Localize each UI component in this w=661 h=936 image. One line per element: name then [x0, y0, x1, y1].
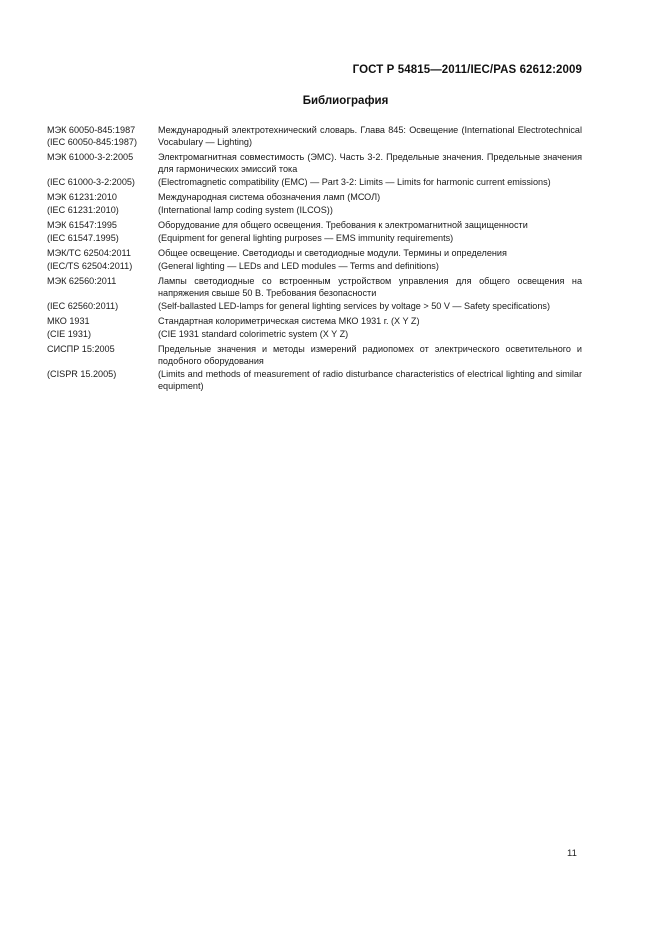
bibliography-entry-en: [47, 176, 582, 188]
bibliography-entry-en: [47, 260, 582, 272]
reference-description: Электромагнитная совместимость (ЭМС). Часть 3-2. Предельные значения. Предельные значения для гармонических эмиссий тока: [158, 152, 582, 174]
bibliography-entry-en: [47, 204, 582, 216]
bibliography-entry: [47, 343, 582, 367]
bibliography-entry: [47, 315, 582, 327]
reference-description-en: (International lamp coding system (ILCOS)): [158, 205, 333, 215]
bibliography-entry: [47, 275, 582, 299]
standard-code-header: ГОСТ Р 54815—2011/IEC/PAS 62612:2009: [352, 64, 582, 76]
reference-description: Предельные значения и методы измерений радиопомех от электрического осветительного и подобного оборудования: [158, 344, 582, 366]
reference-description: Стандартная колориметрическая система МКО 1931 г. (X Y Z): [158, 316, 420, 326]
reference-code-en: (CIE 1931): [47, 329, 91, 339]
reference-code-en: (IEC/TS 62504:2011): [47, 261, 133, 271]
reference-description-en: (General lighting — LEDs and LED modules — Terms and definitions): [158, 261, 439, 271]
reference-code-en: (IEC 60050-845:1987): [47, 137, 137, 147]
bibliography-entry: [47, 247, 582, 259]
section-title: Библиография: [302, 95, 389, 107]
reference-description: Международная система обозначения ламп (МСОЛ): [158, 192, 381, 202]
reference-code: МЭК 60050-845:1987: [47, 125, 136, 135]
reference-description: Международный электротехнический словарь. Глава 845: Освещение (International Electrotechnical Vocabulary — Lighting): [158, 125, 582, 147]
bibliography-entry-en: [47, 300, 582, 312]
bibliography-entry: [47, 151, 582, 175]
reference-description: Общее освещение. Светодиоды и светодиодные модули. Термины и определения: [158, 248, 507, 258]
reference-code: МЭК/ТС 62504:2011: [47, 248, 131, 258]
reference-code: МКО 1931: [47, 316, 90, 326]
bibliography-entry-en: [47, 328, 582, 340]
page-number: 11: [567, 848, 577, 859]
reference-description-en: (Limits and methods of measurement of radio disturbance characteristics of electrical lighting and similar equipment): [158, 369, 582, 391]
reference-description-en: (CIE 1931 standard colorimetric system (X Y Z): [158, 329, 349, 339]
reference-code: МЭК 61547:1995: [47, 220, 117, 230]
reference-description: Лампы светодиодные со встроенным устройством управления для общего освещения на напряжения свыше 50 В. Требования безопасности: [158, 276, 582, 298]
reference-description: Оборудование для общего освещения. Требования к электромагнитной защищенности: [158, 220, 528, 230]
bibliography-entry-en: [47, 368, 582, 392]
reference-code: МЭК 61231:2010: [47, 192, 117, 202]
reference-description-en: (Self-ballasted LED-lamps for general lighting services by voltage > 50 V — Safety specifications): [158, 301, 550, 311]
bibliography-entry: [47, 191, 582, 203]
reference-code-en: (IEC 61000-3-2:2005): [47, 177, 135, 187]
reference-description-en: (Equipment for general lighting purposes — EMS immunity requirements): [158, 233, 454, 243]
bibliography-list: [47, 124, 582, 395]
bibliography-entry-en: [47, 232, 582, 244]
reference-description-en: (Electromagnetic compatibility (EMC) — Part 3-2: Limits — Limits for harmonic current emissions): [158, 177, 551, 187]
reference-code-en: (IEC 61547.1995): [47, 233, 119, 243]
reference-code-en: (IEC 62560:2011): [47, 301, 119, 311]
reference-code: СИСПР 15:2005: [47, 344, 115, 354]
reference-codes: [47, 124, 158, 148]
reference-code-en: (IEC 61231:2010): [47, 205, 119, 215]
reference-code: МЭК 62560:2011: [47, 276, 117, 286]
reference-code: МЭК 61000-3-2:2005: [47, 152, 134, 162]
reference-code-en: (CISPR 15.2005): [47, 369, 117, 379]
bibliography-entry: [47, 219, 582, 231]
bibliography-entry: [47, 124, 582, 148]
